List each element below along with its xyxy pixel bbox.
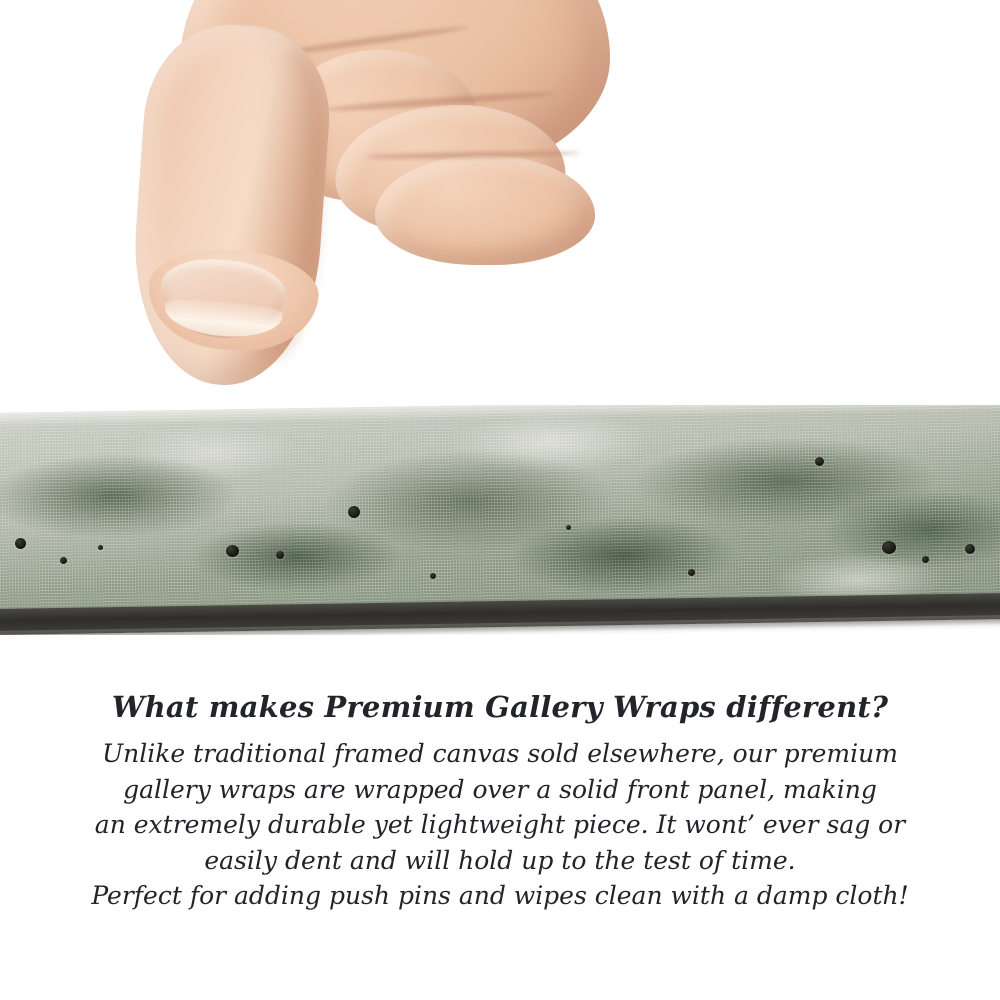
canvas-speck — [98, 545, 103, 550]
canvas-speck — [566, 525, 571, 530]
canvas-speck — [15, 538, 26, 549]
canvas-speck — [882, 541, 896, 554]
gallery-wrap-canvas-edge — [0, 405, 1000, 635]
canvas-speck — [276, 551, 284, 559]
caption-title: What makes Premium Gallery Wraps different? — [111, 690, 889, 724]
caption-line-5: Perfect for adding push pins and wipes clean with a damp cloth! — [91, 881, 909, 910]
canvas-speck — [815, 457, 824, 466]
finger-segment-lower — [375, 155, 595, 265]
caption-block — [0, 690, 1000, 914]
canvas-speck — [226, 545, 239, 557]
canvas-weave-texture — [0, 405, 1000, 625]
canvas-speck — [430, 573, 436, 579]
canvas-speck — [60, 557, 67, 564]
caption-line-3: an extremely durable yet lightweight piece. It wont’ ever sag or — [94, 810, 906, 839]
canvas-speck — [965, 544, 975, 554]
canvas-speck — [922, 556, 929, 563]
hand-pointing-finger — [120, 0, 560, 290]
caption-line-2: gallery wraps are wrapped over a solid front panel, making — [123, 774, 877, 804]
caption-line-1: Unlike traditional framed canvas sold elsewhere, our premium — [102, 739, 898, 768]
canvas-speck — [348, 506, 360, 518]
hand-region — [0, 0, 1000, 410]
caption-line-4: easily dent and will hold up to the test of time. — [204, 845, 796, 875]
canvas-speck — [688, 569, 695, 576]
